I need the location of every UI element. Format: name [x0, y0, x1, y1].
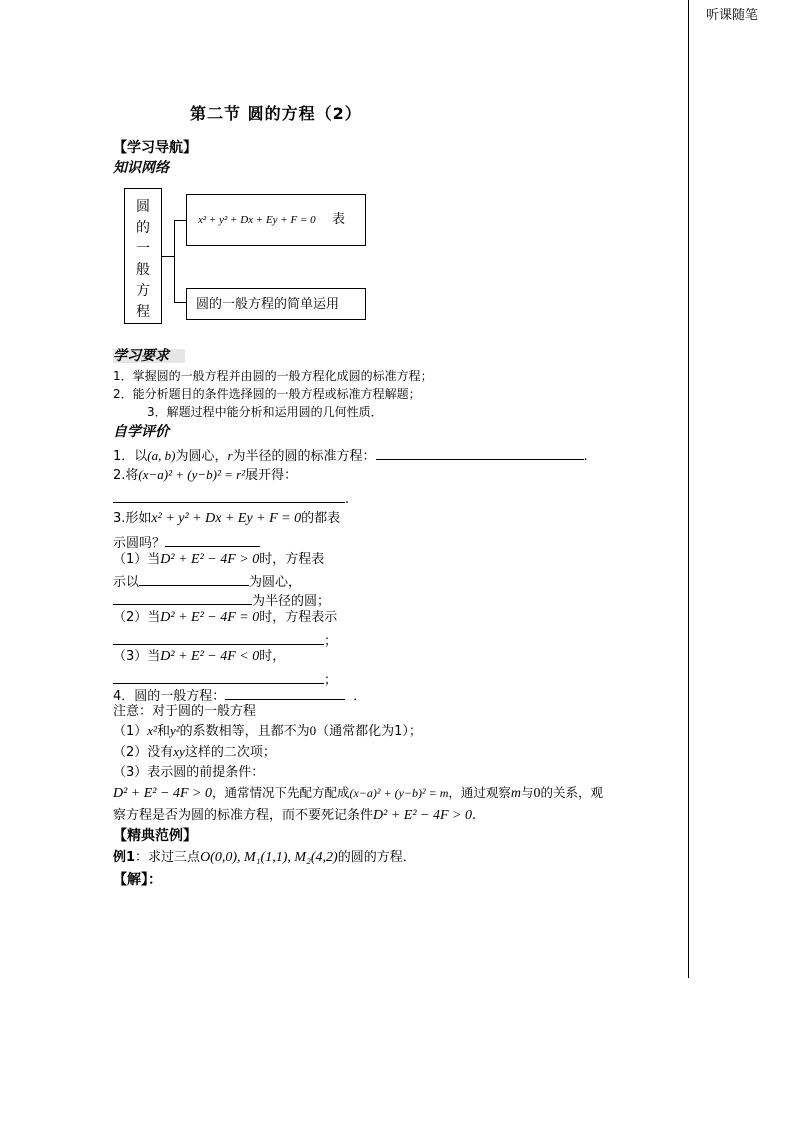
connector: [162, 256, 174, 257]
example-1: 例1：求过三点O(0,0), M₁(1,1), M₂(4,2)的圆的方程．: [113, 850, 416, 865]
note-3: （3）表示圆的前提条件：: [113, 765, 265, 780]
question-3-line2: 示圆吗？: [113, 533, 260, 550]
diagram-box-application: [186, 288, 366, 320]
question-3-case2: （2）当D² + E² − 4F = 0时，方程表示: [113, 610, 338, 625]
answer-blank[interactable]: [225, 686, 345, 700]
requirement-item: 1．掌握圆的一般方程并由圆的一般方程化成圆的标准方程；: [113, 369, 433, 383]
question-4: 4．圆的一般方程： ．: [113, 686, 366, 703]
note-2: （2）没有xy这样的二次项；: [113, 744, 276, 760]
connector: [174, 220, 175, 302]
network-heading: 知识网络: [113, 160, 169, 176]
diagram-char: 一: [136, 241, 150, 257]
diagram-left-box: [124, 188, 162, 324]
diagram-char: 方: [136, 283, 150, 299]
general-equation: x² + y² + Dx + Ey + F = 0: [198, 214, 316, 226]
answer-blank[interactable]: [165, 533, 260, 547]
diagram-char: 的: [136, 220, 150, 236]
diagram-char: 圆: [136, 199, 150, 215]
question-3-case2-answer: ；: [113, 631, 337, 648]
answer-blank[interactable]: [113, 670, 324, 684]
connector: [174, 220, 186, 221]
question-3-case1: （1）当D² + E² − 4F > 0时，方程表: [113, 552, 325, 567]
question-2: 2.将(x−a)² + (y−b)² = r²展开得：: [113, 467, 298, 483]
note-3-detail: D² + E² − 4F > 0，通常情况下先配方配成(x−a)² + (y−b)² = m，通过观察m与0的关系，观: [113, 785, 604, 801]
sidebar-title: 听课随笔: [706, 8, 759, 23]
note-1: （1）x²和y²的系数相等，且都不为0（通常都化为1）；: [113, 723, 422, 739]
application-label: 圆的一般方程的简单运用: [196, 297, 340, 312]
diagram-char: 般: [136, 262, 150, 278]
question-3-case3-answer: ；: [113, 670, 337, 687]
question-3: 3.形如x² + y² + Dx + Ey + F = 0的都表: [113, 511, 341, 526]
general-equation-suffix: 表: [332, 212, 346, 227]
requirement-item: 3．解题过程中能分析和运用圆的几何性质．: [147, 405, 383, 419]
answer-blank[interactable]: [376, 446, 584, 460]
page-title: 第二节 圆的方程（2）: [190, 104, 362, 123]
requirements-heading: 学习要求: [113, 349, 185, 363]
example-heading: 【精典范例】: [113, 828, 197, 844]
sidebar-divider: [688, 0, 689, 978]
answer-blank[interactable]: [113, 591, 252, 605]
diagram-box-general-equation: [186, 194, 366, 246]
question-2-answer: .: [113, 489, 349, 506]
question-3-case1-line3: 为半径的圆；: [113, 591, 330, 608]
solution-label: 【解】：: [113, 872, 162, 888]
answer-blank[interactable]: [113, 489, 345, 503]
requirement-item: 2．能分析题目的条件选择圆的一般方程或标准方程解题；: [113, 387, 421, 401]
note-4: 察方程是否为圆的标准方程，而不要死记条件D² + E² − 4F > 0.: [113, 808, 477, 823]
connector: [174, 302, 186, 303]
question-3-case1-line2: 示以 为圆心，: [113, 572, 301, 589]
note-heading: 注意：对于圆的一般方程: [113, 704, 257, 719]
question-3-case3: （3）当D² + E² − 4F < 0时，: [113, 649, 286, 664]
guide-heading: 【学习导航】: [113, 140, 197, 156]
answer-blank[interactable]: [113, 631, 324, 645]
answer-blank[interactable]: [139, 572, 249, 586]
question-1: 1．以(a, b)为圆心，r为半径的圆的标准方程： .: [113, 448, 588, 464]
self-eval-heading: 自学评价: [113, 424, 169, 440]
diagram-char: 程: [136, 304, 150, 320]
